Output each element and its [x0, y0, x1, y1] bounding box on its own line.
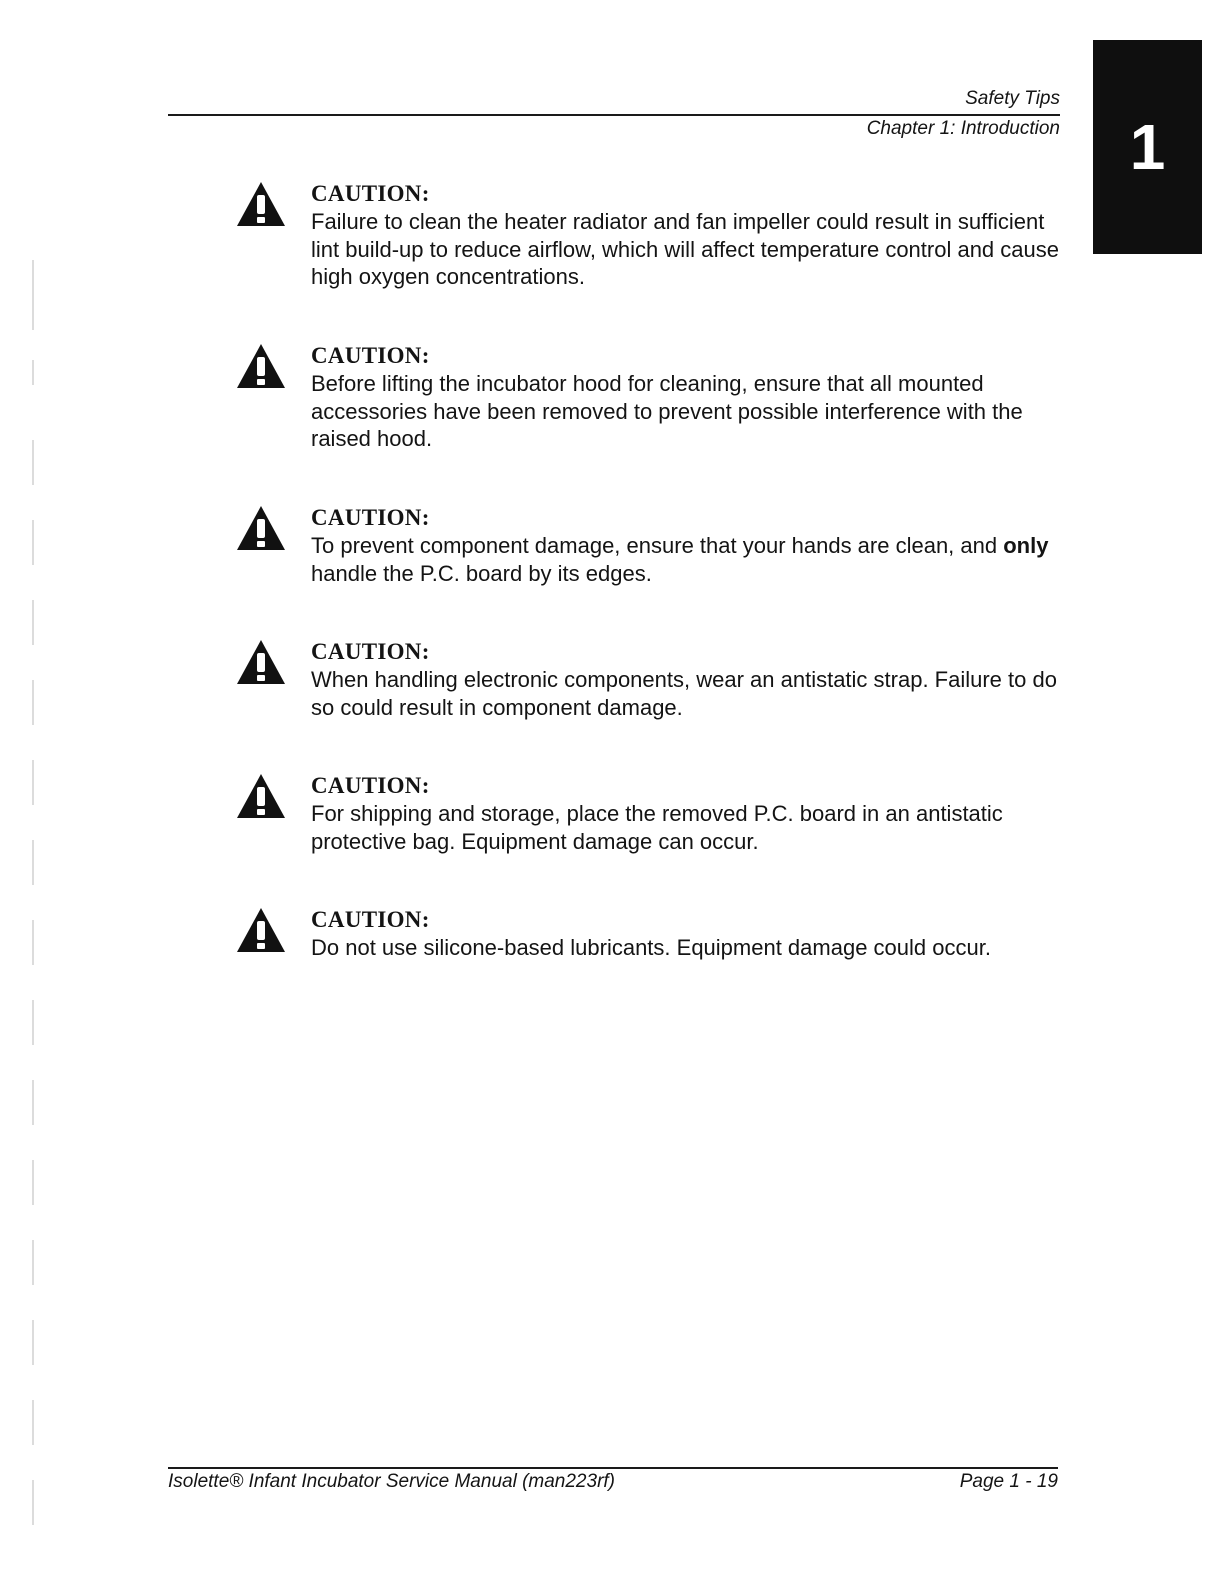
chapter-tab — [1093, 40, 1202, 254]
caution-text: When handling electronic components, wear an antistatic strap. Failure to do so could result in component damage. — [311, 667, 1057, 720]
warning-triangle-icon — [236, 907, 286, 953]
caution-title: CAUTION: — [311, 907, 430, 932]
warning-triangle-icon — [236, 343, 286, 389]
warning-triangle-icon — [236, 505, 286, 551]
warning-triangle-icon — [236, 181, 286, 227]
caution-title: CAUTION: — [311, 505, 430, 530]
caution-text: Failure to clean the heater radiator and fan impeller could result in sufficient lint build-up to reduce airflow, which will affect temperature control and cause high oxygen concentrations. — [311, 209, 1059, 289]
caution-title: CAUTION: — [311, 773, 430, 798]
footer-rule — [168, 1467, 1058, 1469]
caution-text: To prevent component damage, ensure that your hands are clean, and only handle the P.C. board by its edges. — [311, 533, 1049, 586]
caution-text: Do not use silicone-based lubricants. Equipment damage could occur. — [311, 935, 991, 960]
warning-triangle-icon — [236, 773, 286, 819]
caution-text: Before lifting the incubator hood for cleaning, ensure that all mounted accessories have been removed to prevent possible interference with the raised hood. — [311, 371, 1023, 451]
scan-edge-marks — [0, 0, 60, 1580]
caution-title: CAUTION: — [311, 639, 430, 664]
chapter-tab-number: 1 — [1129, 111, 1166, 183]
header-section-title: Safety Tips — [965, 88, 1060, 109]
header-chapter-title: Chapter 1: Introduction — [866, 118, 1060, 139]
footer-page-number: Page 1 - 19 — [959, 1471, 1058, 1492]
warning-triangle-icon — [236, 639, 286, 685]
caution-text: For shipping and storage, place the removed P.C. board in an antistatic protective bag. Equipment damage can occur. — [311, 801, 1003, 854]
caution-title: CAUTION: — [311, 343, 430, 368]
footer-manual-title: Isolette® Infant Incubator Service Manual (man223rf) — [168, 1471, 616, 1492]
header-rule — [168, 114, 1060, 116]
caution-title: CAUTION: — [311, 181, 430, 206]
